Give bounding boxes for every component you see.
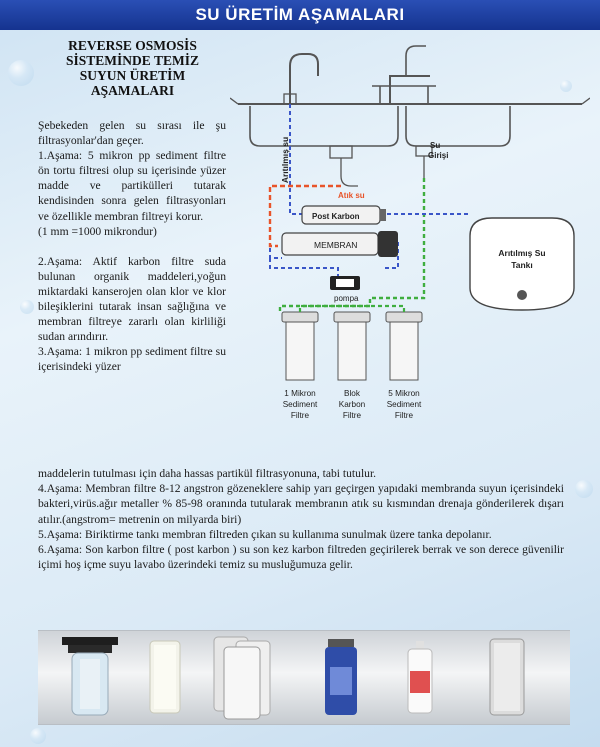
paragraph: 6.Aşama: Son karbon filtre ( post karbon ) su son kez karbon filtreden geçirilerek berrak ve son derece güvenilir içimi hoş içme suyu lavabo üzerindeki temiz su musluğumuza gelir. <box>38 543 564 572</box>
label-su-girisi: Su <box>430 141 441 150</box>
filter-label: Sediment <box>386 400 422 409</box>
page-header <box>0 0 600 30</box>
label-membran: MEMBRAN <box>314 240 358 250</box>
label-post-karbon: Post Karbon <box>312 212 360 221</box>
water-drop-decoration <box>575 480 593 498</box>
page-title: SU ÜRETİM AŞAMALARI <box>195 5 405 24</box>
paragraph: 3.Aşama: 1 mikron pp sediment filtre su içerisindeki yüzer <box>38 345 226 374</box>
paragraph: (1 mm =1000 mikrondur) <box>38 224 157 238</box>
label-su-girisi-2: Girişi <box>428 151 449 160</box>
membrane-cartridge-icon <box>325 639 357 715</box>
post-carbon-cartridge-icon <box>408 641 432 713</box>
section-title-line: AŞAMALARI <box>90 83 175 98</box>
carbon-filter-icon <box>334 312 370 380</box>
paragraph: 1.Aşama: 5 mikron pp sediment filtre ön tortu filtresi olup su içerisinde yüzer madde ve partikülleri tutarak kendisinden sonra gelen filtrasyonları ve özellikle membran filtreyi korur. <box>38 149 226 223</box>
filter-label: Filtre <box>394 411 414 420</box>
stages-text-full <box>38 466 564 572</box>
main-faucet-icon <box>372 46 436 104</box>
carbon-cartridges-icon <box>214 637 270 719</box>
label-atik-su: Atık su <box>338 191 365 200</box>
paragraph: 4.Aşama: Membran filtre 8-12 angstron gözeneklere sahip yarı geçirgen yapıdaki membranda suyun içerisindeki bakteri,virüs.ağır metaller % 85-98 oranında tutularak membranın atık su kısmından drenaja gönderilerek dışarı atılır.(angstrom= metrenin on milyarda biri) <box>38 482 564 526</box>
pump-line <box>270 258 338 276</box>
paragraph: 2.Aşama: Aktif karbon filtre suda bulunan organik maddeleri,yoğun miktardaki kanserojen olan klor ve klor bileşiklerini tutarak insan sağlığına ve membran filtreye zararlı olan kirliliği sudan arındırır. <box>38 254 226 344</box>
section-title-line: REVERSE OSMOSİS <box>68 38 197 53</box>
label-tank-2: Tankı <box>511 260 533 270</box>
clean-water-line <box>290 104 380 214</box>
label-tank: Arıtılmış Su <box>498 248 546 258</box>
filter-label: Karbon <box>338 400 366 409</box>
filter-label: Filtre <box>290 411 310 420</box>
paragraph: maddelerin tutulması için daha hassas partikül filtrasyonuna, tabi tutulur. <box>38 467 377 480</box>
sediment-cartridge-icon <box>150 641 180 713</box>
filter-label: Filtre <box>342 411 362 420</box>
stages-text-left <box>38 118 226 375</box>
sediment-filter-1-icon <box>282 312 318 380</box>
filter-label: Sediment <box>282 400 318 409</box>
paragraph: Şebekeden gelen su sırası ile şu filtrasyonlar'dan geçer. <box>38 119 226 148</box>
label-pompa: pompa <box>334 294 359 303</box>
section-title-line: SUYUN ÜRETİM <box>79 68 186 83</box>
filter-label: 1 Mikron <box>284 389 316 398</box>
filter-label: Blok <box>344 389 360 398</box>
membrane-line <box>270 248 282 258</box>
filter-label: 5 Mikron <box>388 389 420 398</box>
water-drop-decoration <box>30 728 46 744</box>
product-strip <box>38 630 570 725</box>
water-drop-decoration <box>20 300 34 314</box>
block-carbon-cartridge-icon <box>490 639 524 715</box>
label-artilmis-su: Arıtılmış su <box>280 136 290 184</box>
sediment-filter-5-icon <box>386 312 422 380</box>
filter-link-line <box>300 306 404 312</box>
water-drop-decoration <box>8 60 34 86</box>
pump-icon <box>330 276 360 290</box>
filter-housing-icon <box>62 637 118 715</box>
paragraph: 5.Aşama: Biriktirme tankı membran filtreden çıkan su kullanıma sunulmak üzere tanka depolanır. <box>38 527 492 541</box>
faucet-icon <box>284 54 318 104</box>
section-title-line: SİSTEMİNDE TEMİZ <box>66 53 199 68</box>
section-title <box>40 38 225 98</box>
ro-system-diagram <box>230 36 590 456</box>
